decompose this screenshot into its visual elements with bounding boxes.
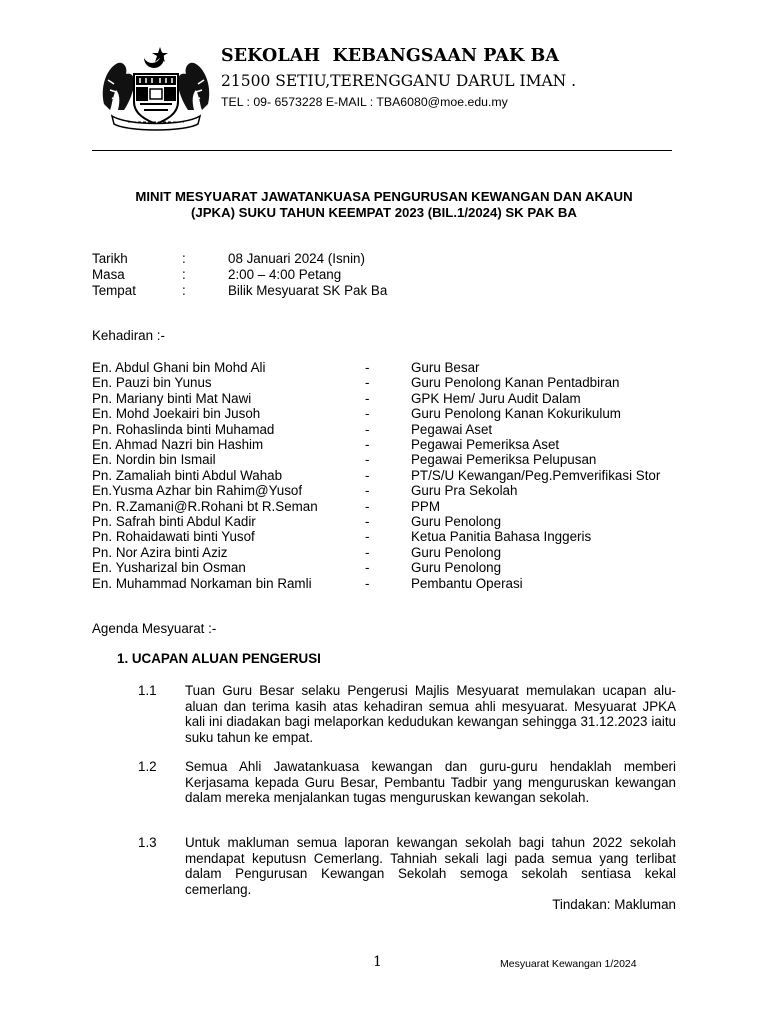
attendee-role: Pegawai Pemeriksa Aset bbox=[411, 437, 560, 452]
attendee-separator: - bbox=[365, 514, 370, 529]
attendee-name: Pn. Safrah binti Abdul Kadir bbox=[92, 514, 256, 529]
attendee-name: En. Mohd Joekairi bin Jusoh bbox=[92, 406, 261, 422]
attendee-separator: - bbox=[365, 498, 370, 514]
attendee-role: Pegawai Aset bbox=[411, 421, 493, 437]
school-contact: TEL : 09- 6573228 E-MAIL : TBA6080@moe.edu.my bbox=[221, 95, 508, 109]
document-title-line-2: (JPKA) SUKU TAHUN KEEMPAT 2023 (BIL.1/2024) SK PAK BA bbox=[191, 205, 577, 220]
attendee-name: En. Pauzi bin Yunus bbox=[92, 375, 212, 391]
attendee-name: Pn. Mariany binti Mat Nawi bbox=[92, 390, 252, 406]
malaysia-coat-of-arms-icon bbox=[98, 44, 214, 132]
attendee-role: Ketua Panitia Bahasa Inggeris bbox=[411, 529, 592, 545]
attendee-separator: - bbox=[365, 375, 370, 391]
attendee-role: Pembantu Operasi bbox=[411, 575, 523, 591]
header-divider bbox=[92, 150, 672, 151]
school-name: SEKOLAH KEBANGSAAN PAK BA bbox=[221, 46, 560, 66]
attendee-role: Guru Penolong Kanan Pentadbiran bbox=[411, 375, 620, 391]
attendee-separator: - bbox=[365, 360, 370, 375]
meta-colon: : bbox=[182, 267, 186, 282]
attendance-title: Kehadiran :- bbox=[92, 328, 165, 343]
item-number: 1.3 bbox=[138, 835, 157, 850]
attendee-separator: - bbox=[365, 437, 370, 452]
document-title-line-1: MINIT MESYUARAT JAWATANKUASA PENGURUSAN KEWANGAN DAN AKAUN bbox=[135, 189, 633, 204]
attendee-name: Pn. Rohaslinda binti Muhamad bbox=[92, 421, 275, 437]
attendee-role: Pegawai Pemeriksa Pelupusan bbox=[411, 452, 597, 468]
attendee-role: Guru Penolong bbox=[411, 560, 502, 576]
attendee-role: PT/S/U Kewangan/Peg.Pemverifikasi Stor bbox=[411, 467, 661, 483]
attendee-separator: - bbox=[365, 421, 370, 437]
agenda-title: Agenda Mesyuarat :- bbox=[92, 621, 217, 636]
item-text: Untuk makluman semua laporan kewangan sekolah bagi tahun 2022 sekolah mendapat keputusn Cemerlang. Tahniah sekali lagi pada semua yang terlibat dalam Pengurusan Kewangan Sekolah semoga sekolah sentiasa kekal cemerlang. bbox=[185, 835, 676, 897]
attendee-role: Guru Penolong bbox=[411, 544, 502, 560]
attendee-separator: - bbox=[365, 529, 370, 545]
meta-colon: : bbox=[182, 283, 186, 298]
meta-value: 08 Januari 2024 (Isnin) bbox=[228, 251, 365, 266]
attendee-separator: - bbox=[365, 483, 370, 499]
document-title bbox=[92, 189, 676, 221]
attendee-separator: - bbox=[365, 390, 370, 406]
attendee-name: Pn. R.Zamani@R.Rohani bt R.Seman bbox=[92, 498, 318, 514]
attendee-role: PPM bbox=[411, 498, 441, 514]
attendee-separator: - bbox=[365, 406, 370, 422]
item-text: Semua Ahli Jawatankuasa kewangan dan guru-guru hendaklah memberi Kerjasama kepada Guru Besar, Pembantu Tadbir yang menguruskan kewangan dalam mereka menjalankan tugas menguruskan kewangan sekolah. bbox=[185, 759, 676, 805]
attendee-role: Guru Penolong Kanan Kokurikulum bbox=[411, 406, 621, 422]
attendee-name: En. Ahmad Nazri bin Hashim bbox=[92, 437, 264, 452]
attendee-role: Guru Pra Sekolah bbox=[411, 483, 518, 499]
item-number: 1.1 bbox=[138, 683, 157, 698]
action-note: Tindakan: Makluman bbox=[552, 897, 676, 912]
attendee-separator: - bbox=[365, 560, 370, 576]
attendee-separator: - bbox=[365, 467, 370, 483]
attendee-name: En. Muhammad Norkaman bin Ramli bbox=[92, 575, 312, 591]
attendee-separator: - bbox=[365, 575, 370, 591]
meta-label: Tarikh bbox=[92, 251, 128, 266]
meta-label: Tempat bbox=[92, 283, 136, 298]
attendee-role: Guru Besar bbox=[411, 360, 480, 375]
attendee-name: Pn. Zamaliah binti Abdul Wahab bbox=[92, 467, 283, 483]
attendee-name: En. Yusharizal bin Osman bbox=[92, 560, 246, 576]
school-address: 21500 SETIU,TERENGGANU DARUL IMAN . bbox=[221, 72, 577, 90]
item-number: 1.2 bbox=[138, 759, 157, 774]
attendee-name: Pn. Rohaidawati binti Yusof bbox=[92, 529, 255, 545]
meta-value: Bilik Mesyuarat SK Pak Ba bbox=[228, 283, 388, 298]
meta-colon: : bbox=[182, 251, 186, 266]
attendee-name: Pn. Nor Azira binti Aziz bbox=[92, 544, 228, 560]
section-title: 1. UCAPAN ALUAN PENGERUSI bbox=[117, 651, 321, 666]
footer-label: Mesyuarat Kewangan 1/2024 bbox=[500, 958, 637, 970]
attendee-name: En.Yusma Azhar bin Rahim@Yusof bbox=[92, 483, 303, 499]
attendee-name: En. Nordin bin Ismail bbox=[92, 452, 216, 468]
attendee-name: En. Abdul Ghani bin Mohd Ali bbox=[92, 360, 266, 375]
meta-value: 2:00 – 4:00 Petang bbox=[228, 267, 342, 282]
attendee-separator: - bbox=[365, 544, 370, 560]
page-number: 1 bbox=[373, 954, 382, 970]
attendee-separator: - bbox=[365, 452, 370, 468]
item-text: Tuan Guru Besar selaku Pengerusi Majlis Mesyuarat memulakan ucapan alu-aluan dan terima kasih atas kehadiran semua ahli mesyuarat. Mesyuarat JPKA kali ini diadakan bagi melaporkan kedudukan kewangan sehingga 31.12.2023 iaitu suku tahun ke empat. bbox=[185, 683, 676, 745]
attendee-role: Guru Penolong bbox=[411, 514, 502, 529]
attendee-role: GPK Hem/ Juru Audit Dalam bbox=[411, 390, 581, 406]
meta-label: Masa bbox=[92, 267, 125, 282]
